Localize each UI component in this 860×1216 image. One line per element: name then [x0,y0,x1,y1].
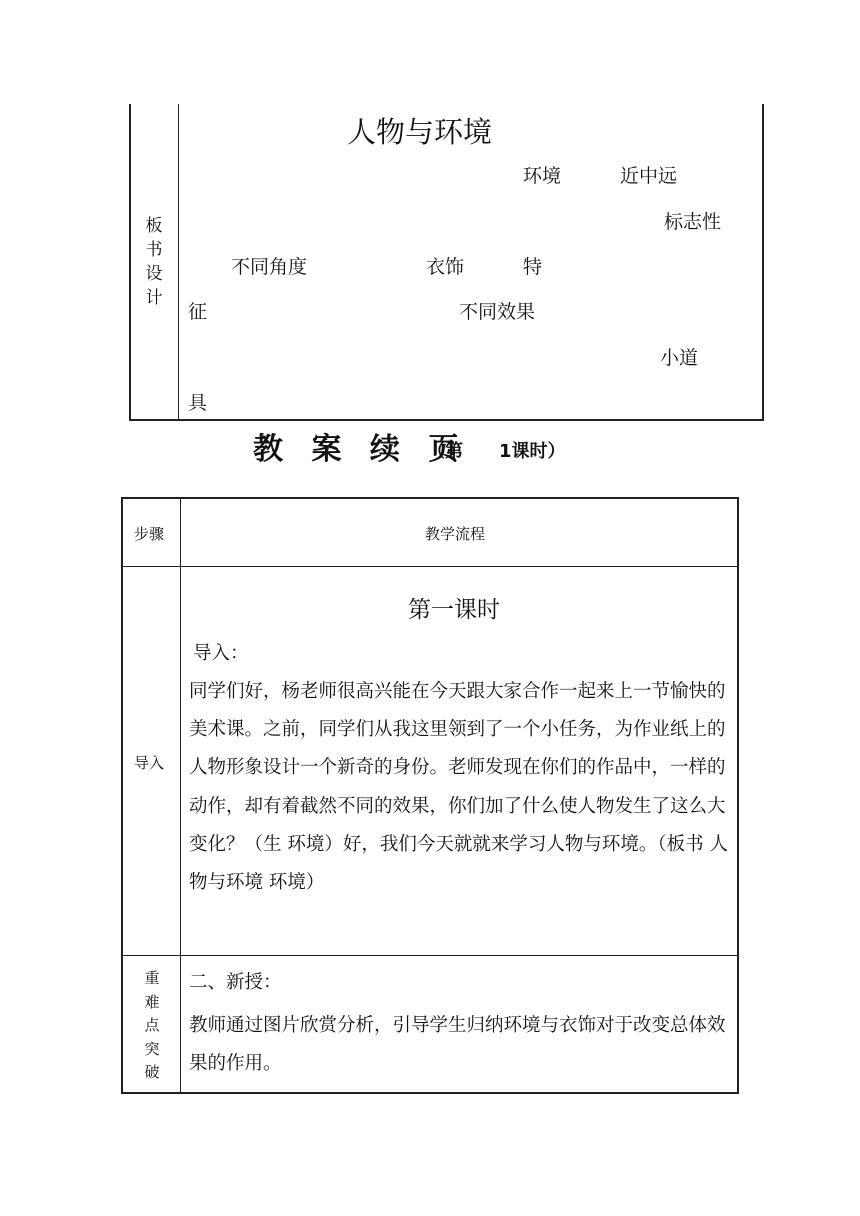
board-column-divider [178,104,179,421]
board-item-landmark: 标志性 [664,211,722,233]
row-key-points-step: 重难点突破 [144,969,160,1081]
board-item-costume: 衣饰 [426,256,465,278]
board-title: 人物与环境 [347,115,493,149]
header-step: 步骤 [134,525,165,543]
board-item-angles: 不同角度 [231,256,308,278]
board-item-props-b: 具 [188,392,208,414]
flow-row-divider [121,955,739,956]
continuation-title: 教 案 续 页 [253,432,468,467]
board-design-label: 板书设计 [145,216,163,308]
board-item-feature-a: 特 [523,256,543,278]
row-intro-step: 导入 [134,754,165,772]
board-item-props-a: 小道 [660,347,699,369]
teaching-heading: 二、新授： [189,972,282,993]
board-item-effects: 不同效果 [459,301,536,323]
intro-body: 同学们好，杨老师很高兴能在今天跟大家合作一起来上一节愉快的美术课。之前，同学们从我这里领到了一个小任务，为作业纸上的人物形象设计一个新奇的身份。老师发现在你们的作品中，一样的动作，却有着截然不同的效果，你们加了什么使人物发生了这么大变化？（生 环境）好，我们今天就就来学习人物与环境。（板书 人物与环境 环境） [189,681,729,894]
lesson-number-label: （第 1课时） [427,441,566,462]
flow-column-divider [180,497,181,1094]
flow-header-divider [121,566,739,567]
header-flow: 教学流程 [425,525,486,543]
intro-subheading: 导入： [193,643,249,664]
teaching-body: 教师通过图片欣赏分析，引导学生归纳环境与衣饰对于改变总体效果的作用。 [189,1015,726,1075]
board-item-environment: 环境 [523,165,562,187]
lesson-heading: 第一课时 [408,597,500,623]
board-item-near-mid-far: 近中远 [620,165,678,187]
board-item-feature-b: 征 [188,301,208,323]
